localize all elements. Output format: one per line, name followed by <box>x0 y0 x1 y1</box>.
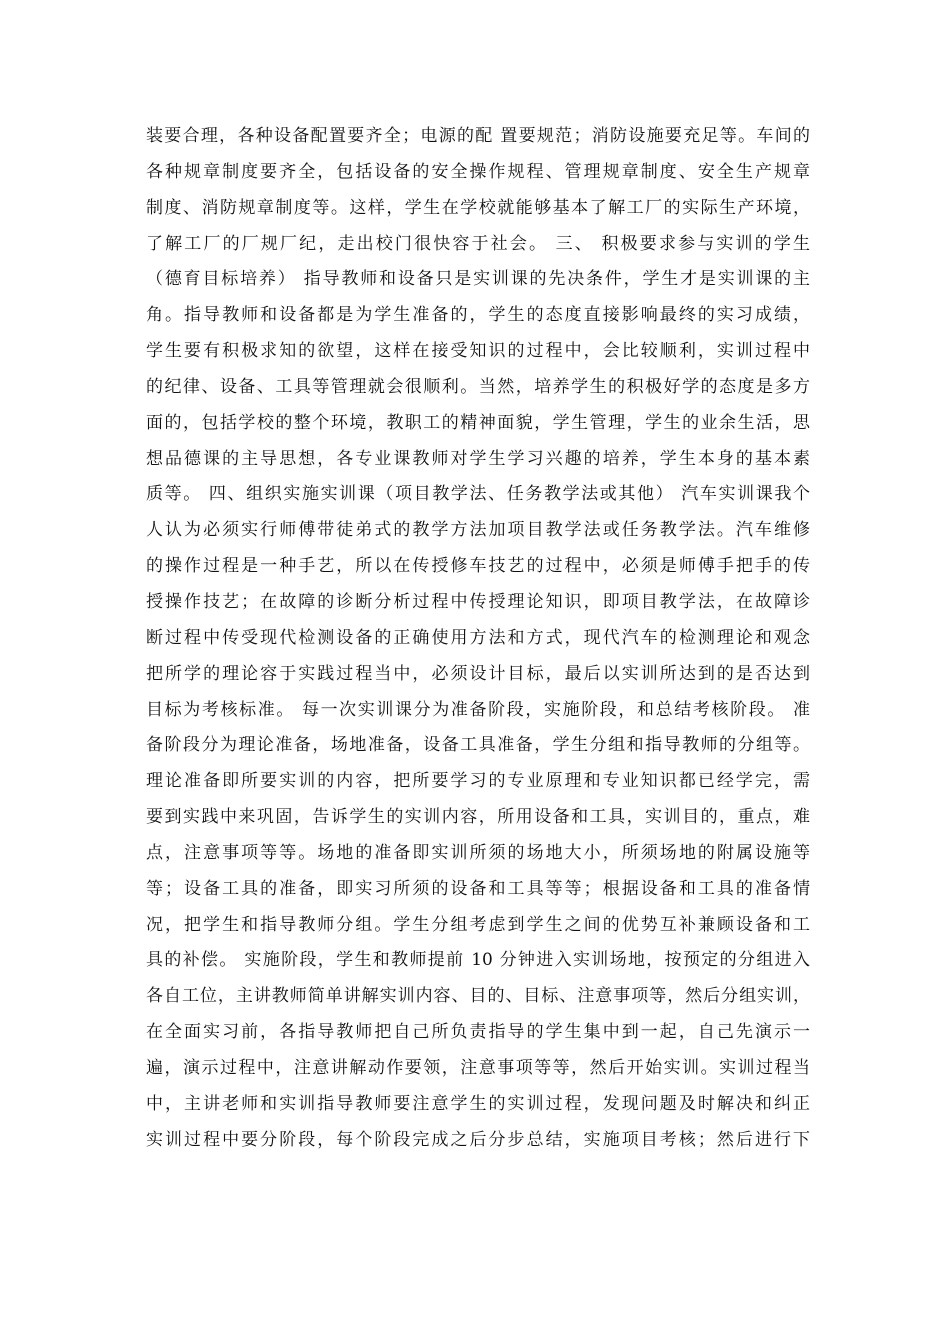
text-line: 人认为必须实行师傅带徒弟式的教学方法加项目教学法或任务教学法。汽车维修 <box>146 520 810 541</box>
text-line: 具的补偿。 实施阶段，学生和教师提前 10 分钟进入实训场地，按预定的分组进入 <box>146 950 810 971</box>
text-line: 把所学的理论容于实践过程当中，必须设计目标，最后以实训所达到的是否达到 <box>146 663 810 684</box>
text-line: 在全面实习前，各指导教师把自己所负责指导的学生集中到一起，自己先演示一 <box>146 1022 810 1043</box>
text-line: 了解工厂的厂规厂纪，走出校门很快容于社会。 三、 积极要求参与实训的学生 <box>146 233 810 254</box>
text-line: 角。指导教师和设备都是为学生准备的，学生的态度直接影响最终的实习成绩， <box>146 305 810 326</box>
text-line: 备阶段分为理论准备，场地准备，设备工具准备，学生分组和指导教师的分组等。 <box>146 735 810 756</box>
text-line: 实训过程中要分阶段，每个阶段完成之后分步总结，实施项目考核；然后进行下 <box>146 1129 810 1150</box>
text-line: 各自工位，主讲教师简单讲解实训内容、目的、目标、注意事项等，然后分组实训， <box>146 986 810 1007</box>
body-text <box>146 119 810 1158</box>
text-line: 理论准备即所要实训的内容，把所要学习的专业原理和专业知识都已经学完，需 <box>146 771 810 792</box>
text-line: 况，把学生和指导教师分组。学生分组考虑到学生之间的优势互补兼顾设备和工 <box>146 914 810 935</box>
text-line: 遍，演示过程中，注意讲解动作要领，注意事项等等，然后开始实训。实训过程当 <box>146 1057 810 1078</box>
text-line: 授操作技艺；在故障的诊断分析过程中传授理论知识，即项目教学法，在故障诊 <box>146 591 810 612</box>
text-line: 的纪律、设备、工具等管理就会很顺利。当然，培养学生的积极好学的态度是多方 <box>146 376 810 397</box>
text-line: 装要合理，各种设备配置要齐全；电源的配 置要规范；消防设施要充足等。车间的 <box>146 126 810 146</box>
text-line: 断过程中传受现代检测设备的正确使用方法和方式，现代汽车的检测理论和观念 <box>146 627 810 648</box>
text-line: 目标为考核标准。 每一次实训课分为准备阶段，实施阶段，和总结考核阶段。 准 <box>146 699 810 720</box>
text-line: 要到实践中来巩固，告诉学生的实训内容，所用设备和工具，实训目的，重点，难 <box>146 807 810 828</box>
text-line: 制度、消防规章制度等。这样，学生在学校就能够基本了解工厂的实际生产环境， <box>146 197 810 218</box>
text-line: 中，主讲老师和实训指导教师要注意学生的实训过程，发现问题及时解决和纠正 <box>146 1093 810 1114</box>
text-line: 点，注意事项等等。场地的准备即实训所须的场地大小，所须场地的附属设施等 <box>146 842 810 863</box>
text-line: 等；设备工具的准备，即实习所须的设备和工具等等；根据设备和工具的准备情 <box>146 878 810 899</box>
text-line: 质等。 四、组织实施实训课（项目教学法、任务教学法或其他） 汽车实训课我个 <box>146 484 810 505</box>
text-line: 的操作过程是一种手艺，所以在传授修车技艺的过程中，必须是师傅手把手的传 <box>146 556 810 577</box>
text-line: （德育目标培养） 指导教师和设备只是实训课的先决条件，学生才是实训课的主 <box>146 269 810 290</box>
text-line: 想品德课的主导思想，各专业课教师对学生学习兴趣的培养，学生本身的基本素 <box>146 448 810 469</box>
text-line: 学生要有积极求知的欲望，这样在接受知识的过程中，会比较顺利，实训过程中 <box>146 341 810 362</box>
text-line: 面的，包括学校的整个环境，教职工的精神面貌，学生管理，学生的业余生活，思 <box>146 412 810 433</box>
text-line: 各种规章制度要齐全，包括设备的安全操作规程、管理规章制度、安全生产规章 <box>146 161 810 182</box>
